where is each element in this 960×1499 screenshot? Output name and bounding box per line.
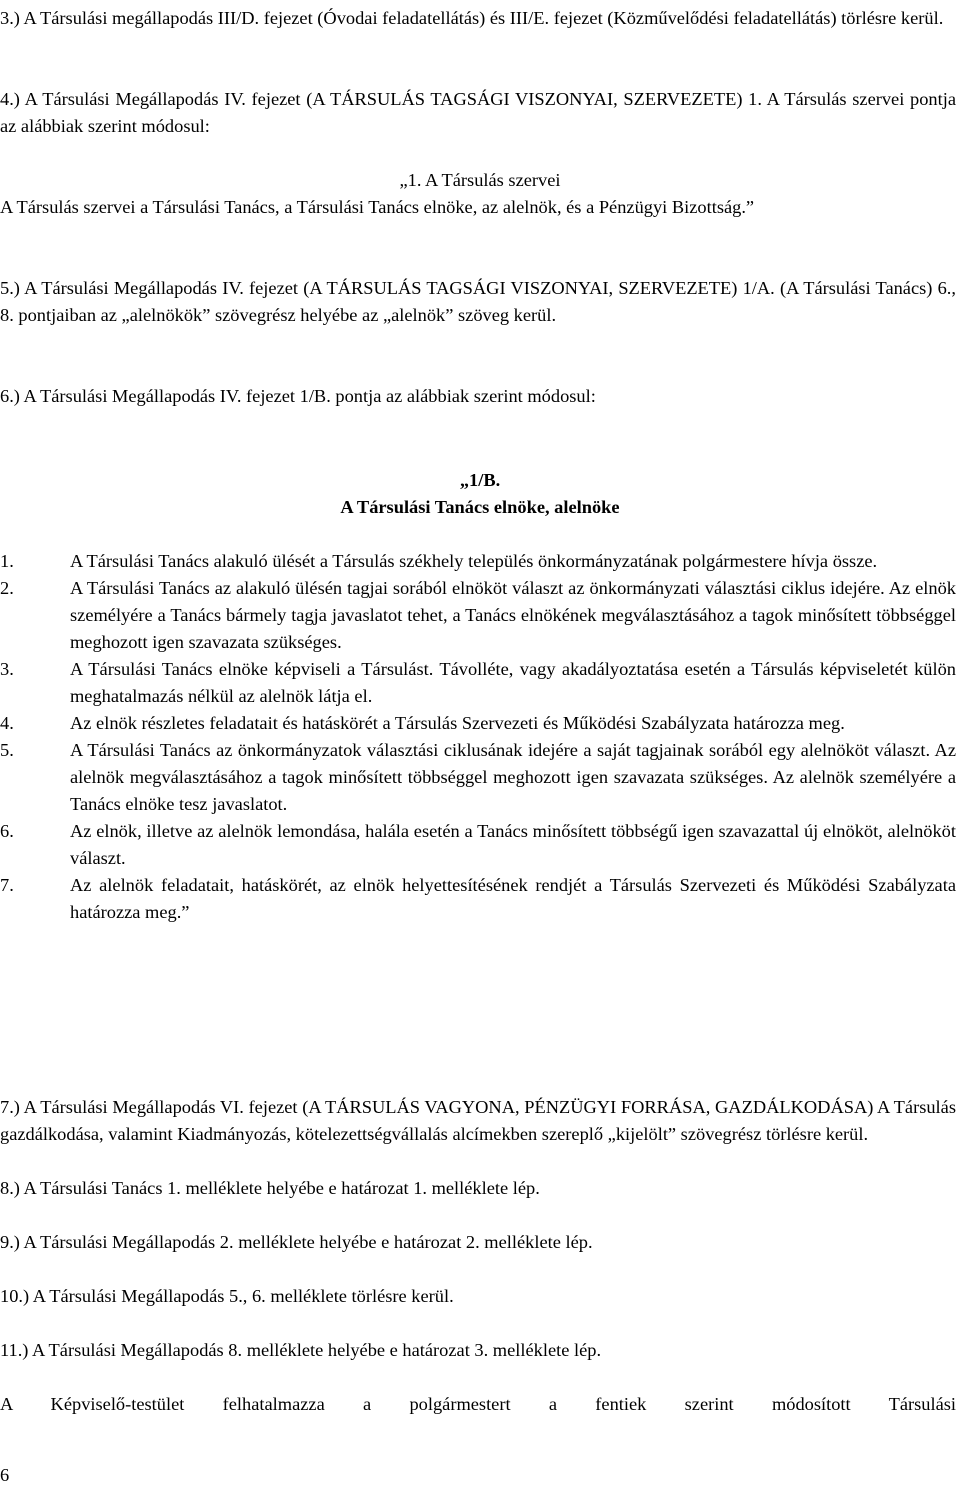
list-item-text: A Társulási Tanács az alakuló ülésén tagjai sorából elnököt választ az önkormányzati választási ciklus idejére. Az elnök személyére a Tanács bármely tagja javaslatot tehet, a Tanács elnökének megválasztásához a tagok minősített többséggel meghozott igen szavazata szükséges. — [70, 578, 956, 652]
list-item — [0, 656, 956, 710]
list-item-number: 4. — [0, 713, 14, 733]
list-item-number: 1. — [0, 551, 14, 571]
points-list — [0, 548, 956, 926]
list-item — [0, 737, 956, 818]
list-item — [0, 710, 956, 737]
quote-heading: „1. A Társulás szervei — [399, 170, 561, 190]
list-item-text: A Társulási Tanács elnöke képviseli a Társulást. Távolléte, vagy akadályoztatása esetén a Társulás képviseletét külön meghatalmazás nélkül az alelnök látja el. — [70, 659, 956, 706]
list-item — [0, 818, 956, 872]
quote-body: A Társulás szervei a Társulási Tanács, a Társulási Tanács elnöke, az alelnök, és a Pénzügyi Bizottság.” — [0, 197, 755, 217]
list-item-number: 6. — [0, 821, 14, 841]
paragraph-6: 6.) A Társulási Megállapodás IV. fejezet 1/B. pontja az alábbiak szerint módosul: — [0, 386, 596, 406]
paragraph-10: 10.) A Társulási Megállapodás 5., 6. melléklete törlésre kerül. — [0, 1286, 454, 1306]
list-item-text: Az elnök részletes feladatait és hatáskörét a Társulás Szervezeti és Működési Szabályzata határozza meg. — [70, 713, 845, 733]
paragraph-8: 8.) A Társulási Tanács 1. melléklete helyébe e határozat 1. melléklete lép. — [0, 1178, 540, 1198]
list-item-text: Az alelnök feladatait, hatáskörét, az elnök helyettesítésének rendjét a Társulás Szervezeti és Működési Szabályzata határozza meg.” — [70, 875, 956, 922]
list-item-number: 3. — [0, 659, 14, 679]
paragraph-9: 9.) A Társulási Megállapodás 2. melléklete helyébe e határozat 2. melléklete lép. — [0, 1232, 593, 1252]
list-item — [0, 548, 956, 575]
list-item-text: A Társulási Tanács az önkormányzatok választási ciklusának idejére a saját tagjainak sorából egy alelnököt választ. Az alelnök megválasztásához a tagok minősített többséggel meghozott igen szavazata szükséges. Az alelnök személyére a Tanács elnöke tesz javaslatot. — [70, 740, 956, 814]
list-item-text: A Társulási Tanács alakuló ülését a Társulás székhely település önkormányzatának polgármestere hívja össze. — [70, 551, 878, 571]
paragraph-7: 7.) A Társulási Megállapodás VI. fejezet (A TÁRSULÁS VAGYONA, PÉNZÜGYI FORRÁSA, GAZDÁLKODÁSA) A Társulás gazdálkodása, valamint Kiadmányozás, kötelezettségvállalás alcímekben szereplő „kijelölt” szövegrész törlésre kerül. — [0, 1097, 956, 1144]
paragraph-5: 5.) A Társulási Megállapodás IV. fejezet (A TÁRSULÁS TAGSÁGI VISZONYAI, SZERVEZETE) 1/A. (A Társulási Tanács) 6., 8. pontjaiban az „alelnökök” szövegrész helyébe az „alelnök” szöveg kerül. — [0, 278, 956, 325]
page-number: 6 — [0, 1465, 10, 1485]
section-number: „1/B. — [459, 470, 501, 490]
list-item — [0, 872, 956, 926]
list-item-number: 5. — [0, 740, 14, 760]
list-item-number: 2. — [0, 578, 14, 598]
list-item-text: Az elnök, illetve az alelnök lemondása, halála esetén a Tanács minősített többségű igen szavazattal új elnököt, alelnököt választ. — [70, 821, 956, 868]
paragraph-11: 11.) A Társulási Megállapodás 8. melléklete helyébe e határozat 3. melléklete lép. — [0, 1340, 602, 1360]
section-title: A Társulási Tanács elnöke, alelnöke — [340, 497, 620, 517]
list-item-number: 7. — [0, 875, 14, 895]
paragraph-last: A Képviselő-testület felhatalmazza a polgármestert a fentiek szerint módosított Társulási — [0, 1394, 956, 1414]
paragraph-4: 4.) A Társulási Megállapodás IV. fejezet (A TÁRSULÁS TAGSÁGI VISZONYAI, SZERVEZETE) 1. A Társulás szervei pontja az alábbiak szerint módosul: — [0, 89, 956, 136]
paragraph-3: 3.) A Társulási megállapodás III/D. fejezet (Óvodai feladatellátás) és III/E. fejezet (Közművelődési feladatellátás) törlésre kerül. — [0, 8, 944, 28]
list-item — [0, 575, 956, 656]
